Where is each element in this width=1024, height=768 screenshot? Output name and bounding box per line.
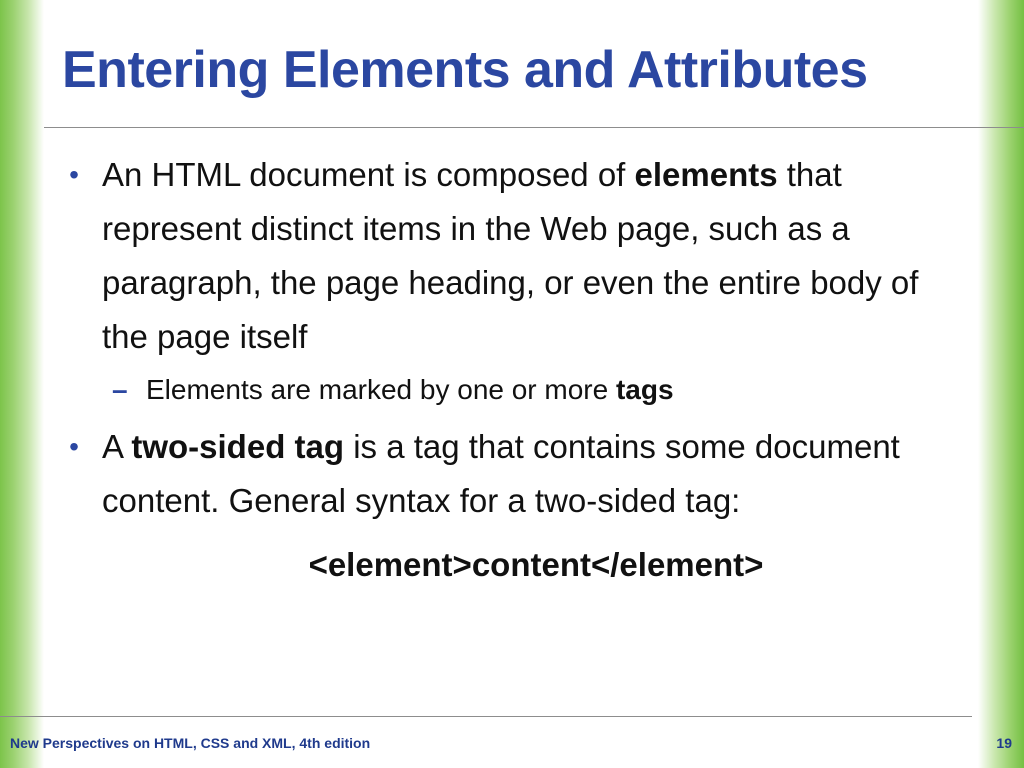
bullet-item [60,148,970,364]
left-green-border [0,0,44,768]
dash-icon: – [112,374,128,405]
bullet-dot-icon: • [69,159,79,190]
bullet-item [60,420,970,528]
footer-text: New Perspectives on HTML, CSS and XML, 4th edition [10,735,371,751]
slide-title: Entering Elements and Attributes [62,41,868,99]
page-number: 19 [996,735,1012,751]
bullet-text: is a tag that contains some document content. General syntax for a two-sided tag: [102,428,900,519]
right-green-border [978,0,1024,768]
slide-content [60,148,970,592]
sub-bullet-text: Elements are marked by one or more [146,374,616,405]
footer-divider [0,716,972,717]
sub-bullet-item [112,370,970,410]
title-divider [44,127,1024,128]
bullet-text: An HTML document is composed of [102,156,635,193]
bullet-text: that represent distinct items in the Web page, such as a paragraph, the page heading, or even the entire body of the page itself [102,156,919,355]
bullet-dot-icon: • [69,431,79,462]
bullet-bold-term: elements [634,156,778,193]
bullet-text: A [102,428,132,465]
sub-bullet-bold-term: tags [615,374,674,405]
syntax-example: <element>content</element> [308,546,764,583]
bullet-bold-term: two-sided tag [131,428,345,465]
